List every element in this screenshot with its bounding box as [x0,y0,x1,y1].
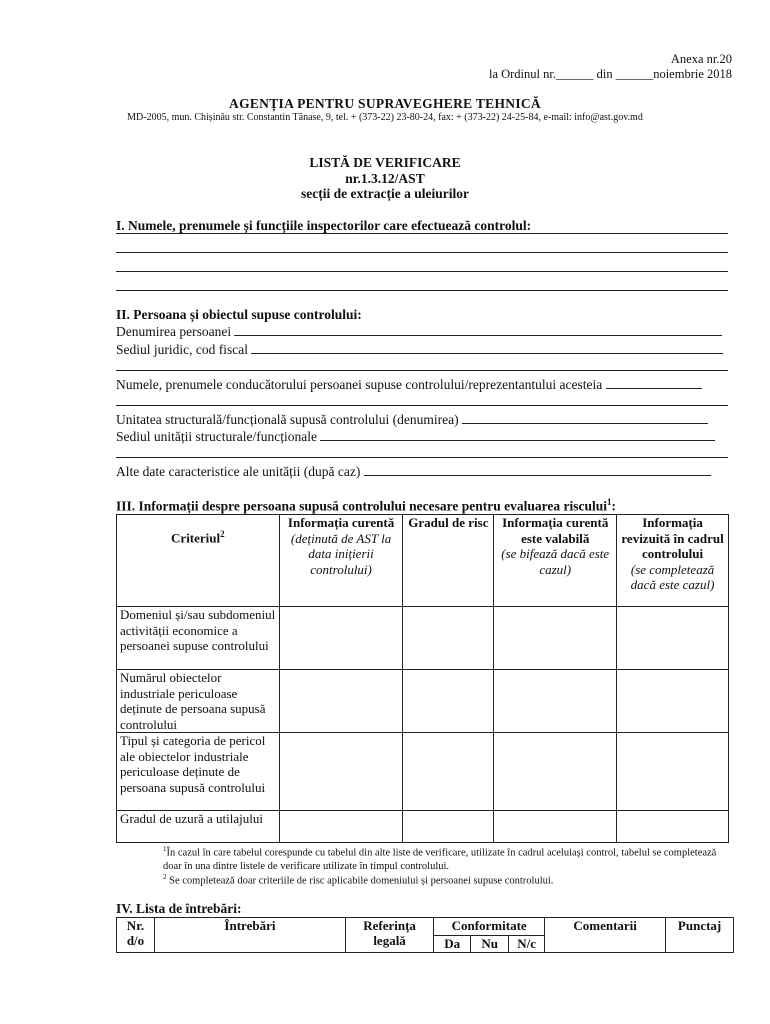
other-data-field[interactable] [364,463,711,476]
info-revizuita-cell[interactable] [617,670,729,733]
col-header-info-revizuita-note: (se completează dacă este cazul) [630,561,715,592]
other-data-label: Alte date caracteristice ale unității (după caz) [116,464,361,479]
manager-line-2[interactable] [116,405,728,406]
unit-address-line-2[interactable] [116,457,728,458]
col-header-grad-risc [403,515,494,607]
info-curenta-cell[interactable] [279,607,403,670]
risk-table-header-row [117,515,729,607]
section-2-heading: II. Persoana și obiectul supuse controlului: [116,307,362,322]
info-revizuita-cell[interactable] [617,733,729,811]
criterion-cell: Tipul și categoria de pericol ale obiectelor industriale periculoase deținute de persoana supusă controlului [117,733,280,811]
section-3-heading-footnote-ref: 1 [607,497,612,507]
manager-field[interactable] [606,376,702,389]
table-row [117,607,729,670]
inspector-line-2[interactable] [116,252,728,253]
table-row [117,811,729,843]
info-curenta-cell[interactable] [279,670,403,733]
col-header-nr: Nr. d/o [117,918,155,953]
order-reference: la Ordinul nr.______ din ______noiembrie 2018 [488,67,732,81]
col-header-nc: N/c [509,935,545,953]
questions-table [116,917,734,953]
table-row [117,733,729,811]
col-header-info-revizuita-text: Informația revizuită în cadrul controlului [621,515,724,561]
company-name-row [116,323,731,340]
col-header-criteriul-text: Criteriul [171,530,221,546]
title-line-2: nr.1.3.12/AST [345,170,425,186]
criterion-cell: Numărul obiectelor industriale periculoase deținute de persoana supusă controlului [117,670,280,733]
manager-row [116,376,731,393]
risk-info-table [116,514,729,843]
company-name-field[interactable] [234,323,722,336]
footnote-2-marker: 2 [163,873,167,881]
legal-address-line-2[interactable] [116,370,728,371]
other-data-row [116,463,731,480]
col-header-conformitate: Conformitate [434,918,545,936]
col-header-punctaj: Punctaj [666,918,734,953]
inspector-line-3[interactable] [116,271,728,272]
structural-unit-field[interactable] [462,411,708,424]
footnote-1 [163,843,733,873]
unit-address-label: Sediul unității structurale/funcționale [116,429,317,444]
section-3-heading [116,497,616,515]
unit-address-row [116,428,731,445]
questions-header-row [117,918,734,936]
col-header-intrebari: Întrebări [154,918,345,953]
grad-risc-cell[interactable] [403,733,494,811]
footnote-2-text: Se completează doar criteriile de risc aplicabile domeniului și persoanei supuse controlului. [169,875,554,887]
section-3-heading-colon: : [611,498,617,514]
document-title [0,155,770,202]
criterion-cell: Domeniul și/sau subdomeniul activității economice a persoanei supuse controlului [117,607,280,670]
manager-label: Numele, prenumele conducătorului persoanei supuse controlului/reprezentantului acesteia [116,377,603,392]
legal-address-row [116,341,731,358]
col-header-info-valabila-text: Informația curentă este valabilă [502,515,609,546]
info-revizuita-cell[interactable] [617,811,729,843]
criterion-cell: Gradul de uzură a utilajului [117,811,280,843]
col-header-criteriul-footnote-ref: 2 [220,529,225,540]
info-valabila-cell[interactable] [494,733,617,811]
title-line-1: LISTĂ DE VERIFICARE [309,155,461,170]
footnote-1-text: În cazul în care tabelul corespunde cu tabelul din alte liste de verificare, utilizate în cadrul aceluiași control, tabelul se completează doar în una dintre listele de verificare utilizate în timpul controlului. [163,847,717,872]
inspector-line-4[interactable] [116,290,728,291]
grad-risc-cell[interactable] [403,811,494,843]
col-header-info-revizuita [617,515,729,607]
title-line-3: secții de extracție a uleiurilor [301,186,469,201]
info-curenta-cell[interactable] [279,733,403,811]
col-header-info-curenta-text: Informația curentă [287,515,395,530]
structural-unit-label: Unitatea structurală/funcțională supusă controlului (denumirea) [116,412,459,427]
col-header-info-valabila-note: (se bifează dacă este cazul) [501,546,610,577]
table-row [117,670,729,733]
col-header-info-curenta-note: (deținută de AST la data inițierii controlului) [290,530,392,577]
legal-address-label: Sediul juridic, cod fiscal [116,342,248,357]
col-header-comentarii: Comentarii [545,918,666,953]
company-name-label: Denumirea persoanei [116,324,232,339]
grad-risc-cell[interactable] [403,607,494,670]
info-valabila-cell[interactable] [494,607,617,670]
info-valabila-cell[interactable] [494,811,617,843]
section-4-heading: IV. Lista de întrebări: [116,901,242,916]
info-curenta-cell[interactable] [279,811,403,843]
col-header-info-valabila [494,515,617,607]
unit-address-field[interactable] [320,428,715,441]
section-1-heading: I. Numele, prenumele și funcțiile inspectorilor care efectuează controlul: [116,218,532,233]
agency-address: MD-2005, mun. Chișinău str. Constantin Tănase, 9, tel. + (373-22) 23-80-24, fax: + (373-22) 24-25-84, e-mail: info@ast.gov.md [127,112,643,123]
info-revizuita-cell[interactable] [617,607,729,670]
section-3-heading-text: III. Informații despre persoana supusă controlului necesare pentru evaluarea riscului [116,498,608,514]
footnote-1-marker: 1 [163,845,167,853]
annex-number: Anexa nr.20 [670,52,732,66]
agency-name: AGENȚIA PENTRU SUPRAVEGHERE TEHNICĂ [229,96,541,111]
info-valabila-cell[interactable] [494,670,617,733]
structural-unit-row [116,411,731,428]
annex-reference [489,52,732,82]
col-header-nu: Nu [471,935,509,953]
col-header-grad-risc-text: Gradul de risc [408,515,489,530]
col-header-criteriul [117,515,280,607]
footnote-2 [163,871,733,888]
col-header-info-curenta [279,515,403,607]
col-header-da: Da [434,935,471,953]
legal-address-field[interactable] [251,341,723,354]
inspector-line-1[interactable] [116,233,728,234]
grad-risc-cell[interactable] [403,670,494,733]
col-header-referinta: Referința legală [345,918,433,953]
